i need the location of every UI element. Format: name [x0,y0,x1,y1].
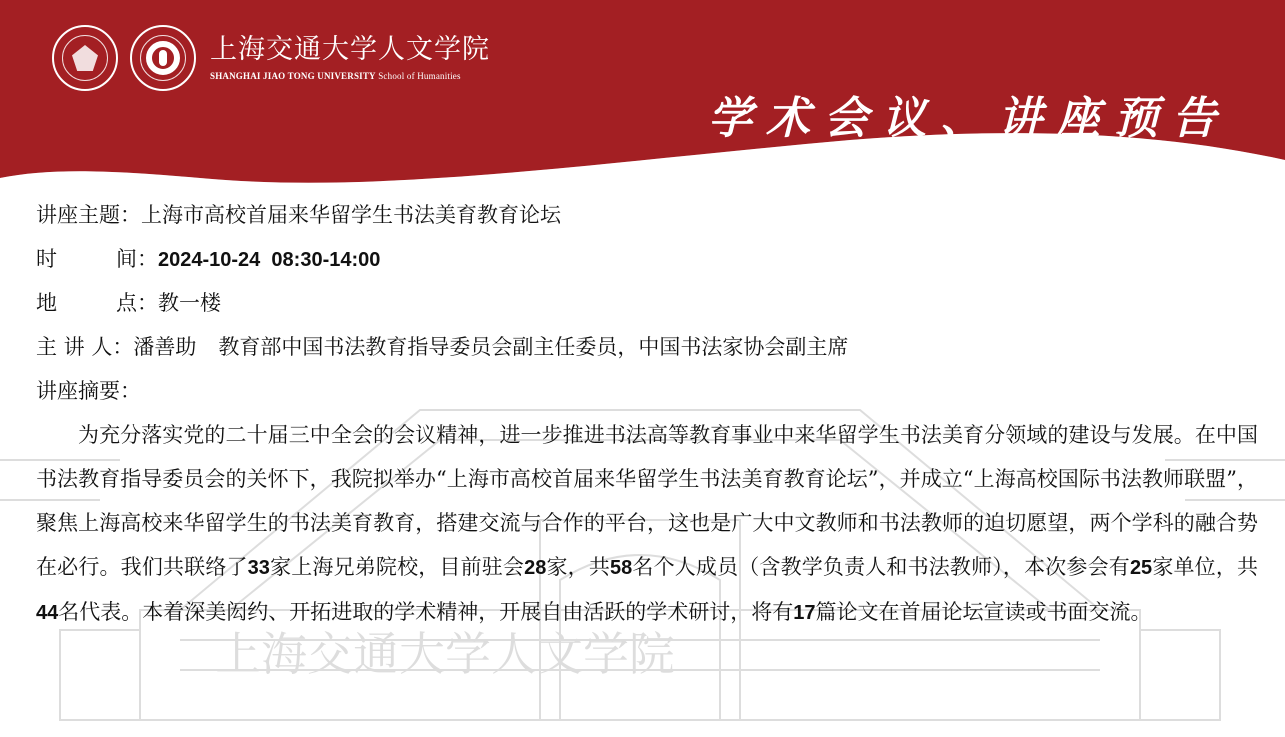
topic-value: 上海市高校首届来华留学生书法美育教育论坛 [141,203,561,227]
topic-label: 讲座主题： [36,203,141,227]
place-label: 地 点： [36,291,158,315]
speaker-name: 潘善助 [133,335,197,359]
summary-label: 讲座摘要： [36,379,141,403]
logo-chinese-name: 上海交通大学人文学院 [210,34,490,65]
lecture-details [36,193,1258,635]
brand-text [210,34,490,82]
speaker-label: 主 讲 人： [36,335,134,359]
time-value: 2024-10-24 08:30-14:00 [158,249,381,271]
svg-text:上海交通大学人文学院: 上海交通大学人文学院 [215,627,675,681]
topic-row [36,193,1258,237]
speaker-title: 教育部中国书法教育指导委员会副主任委员，中国书法家协会副主席 [218,335,849,359]
speaker-row [36,325,1258,369]
time-row [36,237,1258,281]
place-row [36,281,1258,325]
time-label: 时 间： [36,247,158,271]
logo-group [52,22,490,94]
summary-paragraph: 为充分落实党的二十届三中全会的会议精神，进一步推进书法高等教育事业中来华留学生书法美育分领域的建设与发展。在中国书法教育指导委员会的关怀下，我院拟举办“上海市高校首届来华留学生书法美育教育论坛”，并成立“上海高校国际书法教师联盟”，聚焦上海高校来华留学生的书法美育教育，搭建交流与合作的平台，这也是广大中文教师和书法教师的迫切愿望，两个学科的融合势在必行。我们共联络了33家上海兄弟院校，目前驻会28家，共58名个人成员（含教学负责人和书法教师），本次参会有25家单位，共44名代表。本着深美闳约、开拓进取的学术精神，开展自由活跃的学术研讨，将有17篇论文在首届论坛宣读或书面交流。 [36,423,1259,624]
humanities-school-seal-icon [130,25,196,91]
banner-title: 学术会议、讲座预告 [708,93,1230,144]
summary-label-row [36,369,1258,413]
sjtu-seal-icon [52,25,118,91]
place-value: 教一楼 [158,291,221,315]
logo-english-name: SHANGHAI JIAO TONG UNIVERSITY School of Humanities [210,71,461,81]
